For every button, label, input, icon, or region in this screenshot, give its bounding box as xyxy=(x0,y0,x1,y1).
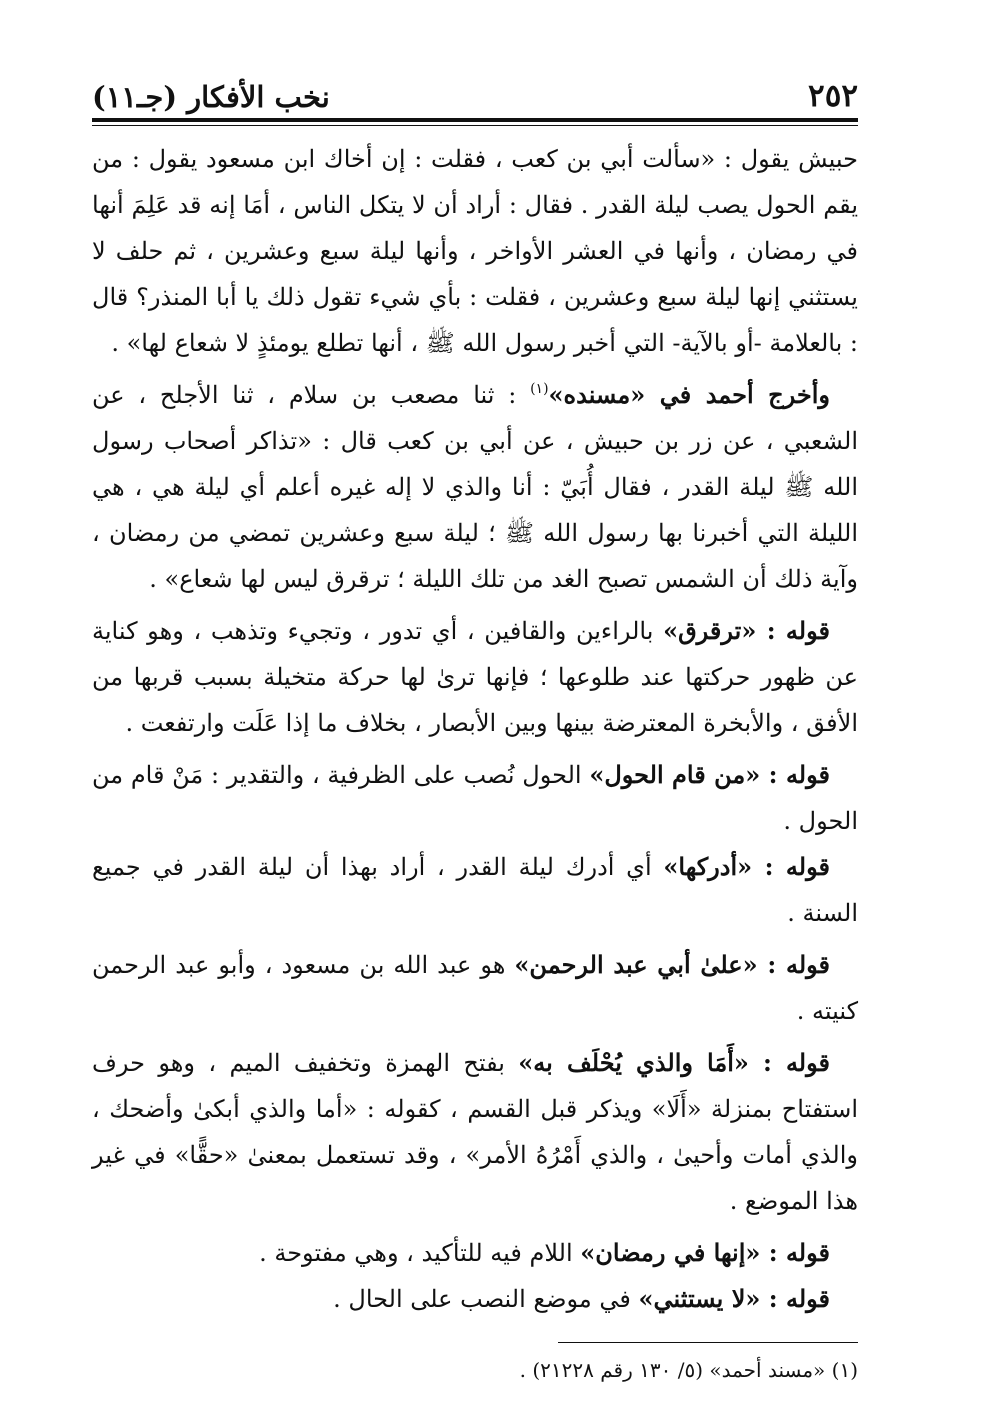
paragraph-commentary-innaha xyxy=(92,1230,858,1276)
footnote: (١) «مسند أحمد» (٥/ ١٣٠ رقم ٢١٢٢٨) . xyxy=(519,1358,858,1382)
commentary-term: قوله : «لا يستثني» xyxy=(638,1284,830,1313)
commentary-text: الحول نُصب على الظرفية ، والتقدير : مَنْ قام من الحول . xyxy=(92,761,858,835)
commentary-text: بفتح الهمزة وتخفيف الميم ، وهو حرف استفتاح بمنزلة «أَلَا» ويذكر قبل القسم ، كقوله : «أما والذي أبكىٰ وأضحك ، والذي أمات وأحيىٰ ، والذي أَمْرُهُ الأمر» ، وقد تستعمل بمعنىٰ «حقًّا» في غير هذا الموضع . xyxy=(92,1049,858,1215)
commentary-text: هو عبد الله بن مسعود ، وأبو عبد الرحمن كنيته . xyxy=(92,951,858,1025)
commentary-term: قوله : «أَمَا والذي يُحْلَف به» xyxy=(518,1048,830,1077)
paragraph-commentary-adrakaha xyxy=(92,844,858,936)
footnote-rule xyxy=(558,1342,858,1343)
header-rule-thick xyxy=(92,118,858,122)
paragraph-commentary-abi-abd xyxy=(92,942,858,1034)
paragraph-hadith-continuation: حبيش يقول : «سألت أبي بن كعب ، فقلت : إن أخاك ابن مسعود يقول : من يقم الحول يصب ليلة القدر . فقال : أراد أن لا يتكل الناس ، أمَا إنه قد عَلِمَ أنها في رمضان ، وأنها في العشر الأواخر ، وأنها ليلة سبع وعشرين ، ثم حلف لا يستثني إنها ليلة سبع وعشرين ، فقلت : بأي شيء تقول ذلك يا أبا المنذر؟ قال : بالعلامة -أو بالآية- التي أخبر رسول الله ﷺ ، أنها تطلع يومئذٍ لا شعاع لها» . xyxy=(92,145,858,357)
narration-lead: وأخرج أحمد في «مسنده» xyxy=(548,380,830,409)
commentary-term: قوله : «إنها في رمضان» xyxy=(580,1238,830,1267)
narration-text: : ثنا مصعب بن سلام ، ثنا الأجلح ، عن الشعبي ، عن زر بن حبيش ، عن أبي بن كعب قال : «تذاكر أصحاب رسول الله ﷺ ليلة القدر ، فقال أُبَيّ : أنا والذي لا إله غيره أعلم أي ليلة هي ، هي الليلة التي أخبرنا بها رسول الله ﷺ ؛ ليلة سبع وعشرين تمضي من رمضان ، وآية ذلك أن الشمس تصبح الغد من تلك الليلة ؛ ترقرق ليس لها شعاع» . xyxy=(92,381,858,593)
paragraph-commentary-la-yastathni xyxy=(92,1276,858,1322)
page-number: ٢٥٢ xyxy=(808,78,858,114)
footnote-reference: (١) xyxy=(530,381,549,397)
commentary-term: قوله : «علىٰ أبي عبد الرحمن» xyxy=(514,950,830,979)
commentary-term: قوله : «أدركها» xyxy=(663,852,830,881)
header-rule-thin xyxy=(92,125,858,126)
commentary-term: قوله : «ترقرق» xyxy=(663,616,830,645)
body-text xyxy=(92,136,858,1322)
page xyxy=(92,60,858,1385)
commentary-text: اللام فيه للتأكيد ، وهي مفتوحة . xyxy=(259,1239,581,1267)
running-head xyxy=(92,60,858,112)
paragraph-commentary-ama xyxy=(92,1040,858,1224)
commentary-term: قوله : «من قام الحول» xyxy=(589,760,830,789)
commentary-text: بالراءين والقافين ، أي تدور ، وتجيء وتذهب ، وهو كناية عن ظهور حركتها عند طلوعها ؛ فإنها ترىٰ لها حركة متخيلة بسبب قربها من الأفق ، والأبخرة المعترضة بينها وبين الأبصار ، بخلاف ما إذا عَلَت وارتفعت . xyxy=(92,617,858,737)
commentary-text: أي أدرك ليلة القدر ، أراد بهذا أن ليلة القدر في جميع السنة . xyxy=(92,853,858,927)
paragraph-commentary-man-qama xyxy=(92,752,858,844)
book-title: نخب الأفكار (جـ١١) xyxy=(92,80,330,114)
paragraph-ahmad-narration xyxy=(92,372,858,602)
paragraph-commentary-tarqaraq xyxy=(92,608,858,746)
commentary-text: في موضع النصب على الحال . xyxy=(333,1285,639,1313)
